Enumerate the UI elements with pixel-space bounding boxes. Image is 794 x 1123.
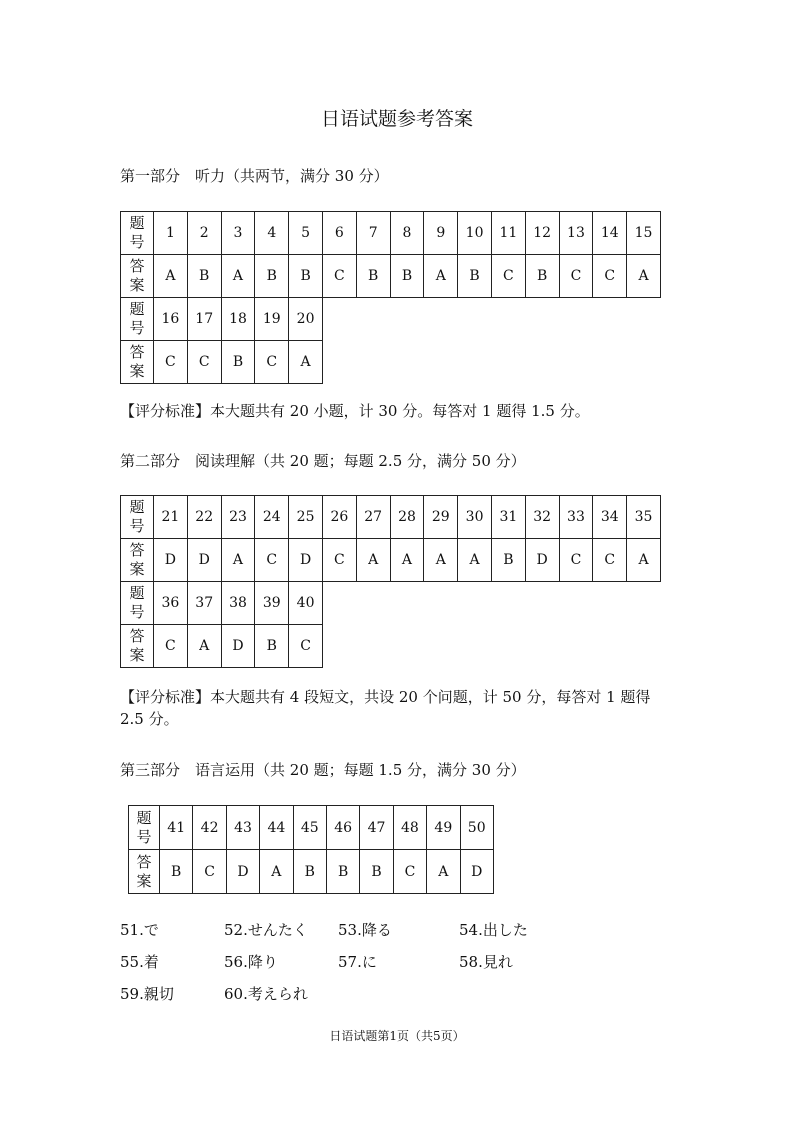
table-cell: 41	[160, 806, 193, 850]
fill-answer: 52.せんたく	[224, 921, 308, 939]
table-row	[129, 850, 494, 894]
table-cell: C	[255, 539, 289, 582]
table-cell: 48	[393, 806, 426, 850]
table-cell: 1	[154, 212, 188, 255]
part3-heading: 第三部分 语言运用（共 20 题；每题 1.5 分，满分 30 分）	[120, 761, 526, 779]
table-cell: 12	[525, 212, 559, 255]
fill-answer: 53.降る	[338, 921, 392, 939]
table-cell: D	[226, 850, 259, 894]
table-cell: A	[221, 539, 255, 582]
part2-heading: 第二部分 阅读理解（共 20 题；每题 2.5 分，满分 50 分）	[120, 452, 526, 470]
table-cell: A	[390, 539, 424, 582]
row-label: 答 案	[121, 255, 154, 298]
table-row	[121, 625, 661, 668]
table-row	[121, 539, 661, 582]
table-cell: A	[424, 539, 458, 582]
fill-answer: 60.考えられ	[224, 985, 308, 1003]
table-cell: C	[593, 539, 627, 582]
table-cell: 40	[289, 582, 323, 625]
table-cell: 50	[460, 806, 493, 850]
table-cell: C	[393, 850, 426, 894]
table-cell: 16	[154, 298, 188, 341]
table-cell: 21	[154, 496, 188, 539]
table-cell: B	[221, 341, 255, 384]
table-cell: C	[187, 341, 221, 384]
table-cell: B	[255, 625, 289, 668]
row-label: 题 号	[129, 806, 160, 850]
row-label: 题 号	[121, 298, 154, 341]
table-cell: 47	[360, 806, 393, 850]
table-cell: 20	[289, 298, 323, 341]
table-cell: 17	[187, 298, 221, 341]
table-cell: C	[559, 539, 593, 582]
table-cell: A	[187, 625, 221, 668]
table-cell: B	[390, 255, 424, 298]
table-row	[129, 806, 494, 850]
table-cell: 23	[221, 496, 255, 539]
table-cell: 22	[187, 496, 221, 539]
table-cell: A	[221, 255, 255, 298]
table-cell: C	[593, 255, 627, 298]
table-cell: 19	[255, 298, 289, 341]
part1-scoring-note: 【评分标准】本大题共有 20 小题，计 30 分。每答对 1 题得 1.5 分。	[120, 402, 590, 420]
table-cell: 28	[390, 496, 424, 539]
table-cell: C	[322, 539, 356, 582]
row-label: 答 案	[121, 625, 154, 668]
table-cell: 11	[491, 212, 525, 255]
table-cell: 33	[559, 496, 593, 539]
table-cell: D	[187, 539, 221, 582]
fill-answer: 59.親切	[120, 985, 174, 1003]
table-cell: 49	[427, 806, 460, 850]
table-cell: 34	[593, 496, 627, 539]
row-label: 答 案	[129, 850, 160, 894]
table-cell: 6	[322, 212, 356, 255]
table-cell: C	[154, 625, 188, 668]
table-row	[121, 255, 661, 298]
table-cell: 39	[255, 582, 289, 625]
table-cell: D	[289, 539, 323, 582]
table-cell: 18	[221, 298, 255, 341]
table-cell: 26	[322, 496, 356, 539]
table-cell: 31	[491, 496, 525, 539]
table-cell: 14	[593, 212, 627, 255]
table-cell: 44	[260, 806, 293, 850]
page-title: 日语试题参考答案	[320, 108, 473, 130]
table-cell: B	[525, 255, 559, 298]
part1-answer-table	[120, 211, 661, 384]
row-label: 题 号	[121, 582, 154, 625]
table-cell: B	[289, 255, 323, 298]
table-cell: 10	[458, 212, 492, 255]
table-cell: C	[193, 850, 226, 894]
table-cell: B	[187, 255, 221, 298]
table-cell: 27	[356, 496, 390, 539]
table-row	[121, 212, 661, 255]
table-cell: B	[356, 255, 390, 298]
table-cell: C	[491, 255, 525, 298]
table-cell: A	[289, 341, 323, 384]
table-cell: A	[458, 539, 492, 582]
table-cell: B	[255, 255, 289, 298]
row-label: 题 号	[121, 212, 154, 255]
table-cell: 32	[525, 496, 559, 539]
table-cell: 29	[424, 496, 458, 539]
table-cell: D	[154, 539, 188, 582]
table-cell: 8	[390, 212, 424, 255]
table-cell: B	[491, 539, 525, 582]
fill-answer: 54.出した	[459, 921, 528, 939]
table-cell: 46	[326, 806, 359, 850]
fill-answer: 57.に	[338, 953, 377, 971]
table-cell: A	[427, 850, 460, 894]
table-cell: 3	[221, 212, 255, 255]
row-label: 题 号	[121, 496, 154, 539]
table-cell: 2	[187, 212, 221, 255]
table-cell: A	[627, 255, 661, 298]
table-cell: D	[460, 850, 493, 894]
table-cell: 42	[193, 806, 226, 850]
table-cell: D	[221, 625, 255, 668]
row-label: 答 案	[121, 539, 154, 582]
fill-answer: 58.見れ	[459, 953, 513, 971]
fill-answer: 55.着	[120, 953, 159, 971]
table-cell: A	[154, 255, 188, 298]
table-cell: 30	[458, 496, 492, 539]
row-label: 答 案	[121, 341, 154, 384]
table-row	[121, 298, 661, 341]
table-cell: B	[160, 850, 193, 894]
table-cell: 35	[627, 496, 661, 539]
table-cell: 4	[255, 212, 289, 255]
table-row	[121, 341, 661, 384]
table-cell: 9	[424, 212, 458, 255]
table-cell: 37	[187, 582, 221, 625]
table-cell: C	[255, 341, 289, 384]
table-cell: C	[154, 341, 188, 384]
part3-answer-table	[128, 805, 494, 894]
table-row	[121, 496, 661, 539]
table-cell: 36	[154, 582, 188, 625]
table-cell: 24	[255, 496, 289, 539]
table-cell: A	[627, 539, 661, 582]
table-cell: C	[322, 255, 356, 298]
fill-answer: 51.で	[120, 921, 159, 939]
table-cell: A	[424, 255, 458, 298]
table-cell: 5	[289, 212, 323, 255]
table-cell: A	[356, 539, 390, 582]
table-cell: C	[289, 625, 323, 668]
part2-scoring-note: 【评分标准】本大题共有 4 段短文，共设 20 个问题，计 50 分，每答对 1 题得 2.5 分。	[120, 688, 651, 728]
table-cell: 25	[289, 496, 323, 539]
table-cell: B	[293, 850, 326, 894]
table-cell: 38	[221, 582, 255, 625]
table-cell: 43	[226, 806, 259, 850]
table-cell: 45	[293, 806, 326, 850]
table-cell: D	[525, 539, 559, 582]
table-cell: B	[360, 850, 393, 894]
table-cell: B	[326, 850, 359, 894]
page-footer: 日语试题第1页（共5页）	[329, 1029, 465, 1043]
table-cell: B	[458, 255, 492, 298]
table-cell: 15	[627, 212, 661, 255]
part1-heading: 第一部分 听力（共两节，满分 30 分）	[120, 167, 389, 185]
fill-answer: 56.降り	[224, 953, 278, 971]
table-cell: A	[260, 850, 293, 894]
part2-answer-table	[120, 495, 661, 668]
table-row	[121, 582, 661, 625]
table-cell: C	[559, 255, 593, 298]
table-cell: 7	[356, 212, 390, 255]
table-cell: 13	[559, 212, 593, 255]
